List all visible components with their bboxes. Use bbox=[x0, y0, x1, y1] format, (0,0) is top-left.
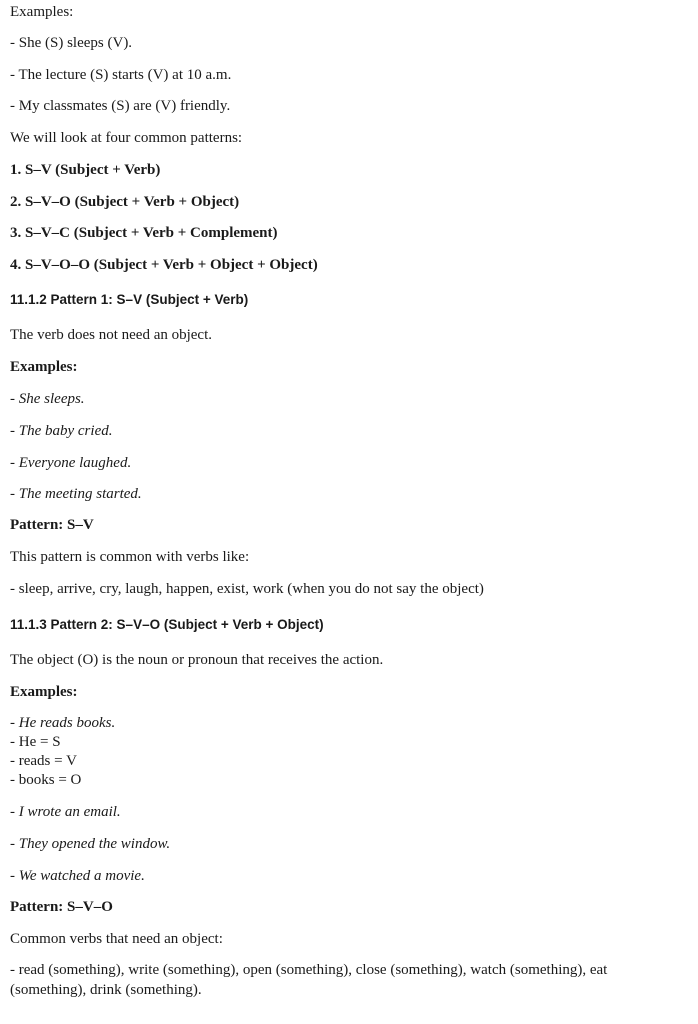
example-item: - They opened the window. bbox=[10, 836, 171, 852]
example-item: - We watched a movie. bbox=[10, 868, 145, 884]
examples-label: Examples: bbox=[10, 359, 78, 375]
pattern-list-item: 3. S–V–C (Subject + Verb + Complement) bbox=[10, 225, 278, 241]
section-heading: 11.1.2 Pattern 1: S–V (Subject + Verb) bbox=[10, 292, 249, 307]
examples-label: Examples: bbox=[10, 684, 78, 700]
breakdown-item: - He = S bbox=[10, 734, 61, 750]
pattern-list-item: 2. S–V–O (Subject + Verb + Object) bbox=[10, 194, 240, 210]
section-heading: 11.1.3 Pattern 2: S–V–O (Subject + Verb + Object) bbox=[10, 617, 324, 632]
section-description: The verb does not need an object. bbox=[10, 327, 213, 343]
breakdown-item: - reads = V bbox=[10, 753, 77, 769]
example-item: - The meeting started. bbox=[10, 486, 142, 502]
pattern-list-item: 1. S–V (Subject + Verb) bbox=[10, 162, 161, 178]
verbs-intro: This pattern is common with verbs like: bbox=[10, 549, 250, 565]
example-item: - The lecture (S) starts (V) at 10 a.m. bbox=[10, 67, 232, 83]
pattern-label: Pattern: S–V–O bbox=[10, 899, 113, 915]
patterns-intro: We will look at four common patterns: bbox=[10, 130, 243, 146]
verbs-list-continued: (something), drink (something). bbox=[10, 982, 202, 998]
example-item: - My classmates (S) are (V) friendly. bbox=[10, 98, 231, 114]
example-item: - She sleeps. bbox=[10, 391, 85, 407]
example-item: - She (S) sleeps (V). bbox=[10, 35, 133, 51]
verbs-intro: Common verbs that need an object: bbox=[10, 931, 223, 947]
example-item: - I wrote an email. bbox=[10, 804, 121, 820]
example-item: - Everyone laughed. bbox=[10, 455, 132, 471]
example-item: - The baby cried. bbox=[10, 423, 113, 439]
example-item: - He reads books. bbox=[10, 715, 116, 731]
section-description: The object (O) is the noun or pronoun that receives the action. bbox=[10, 652, 384, 668]
pattern-list-item: 4. S–V–O–O (Subject + Verb + Object + Object) bbox=[10, 257, 318, 273]
examples-label: Examples: bbox=[10, 4, 74, 20]
pattern-label: Pattern: S–V bbox=[10, 517, 94, 533]
breakdown-item: - books = O bbox=[10, 772, 82, 788]
verbs-list: - read (something), write (something), open (something), close (something), watch (something), eat bbox=[10, 962, 608, 978]
verbs-list: - sleep, arrive, cry, laugh, happen, exist, work (when you do not say the object) bbox=[10, 581, 484, 597]
